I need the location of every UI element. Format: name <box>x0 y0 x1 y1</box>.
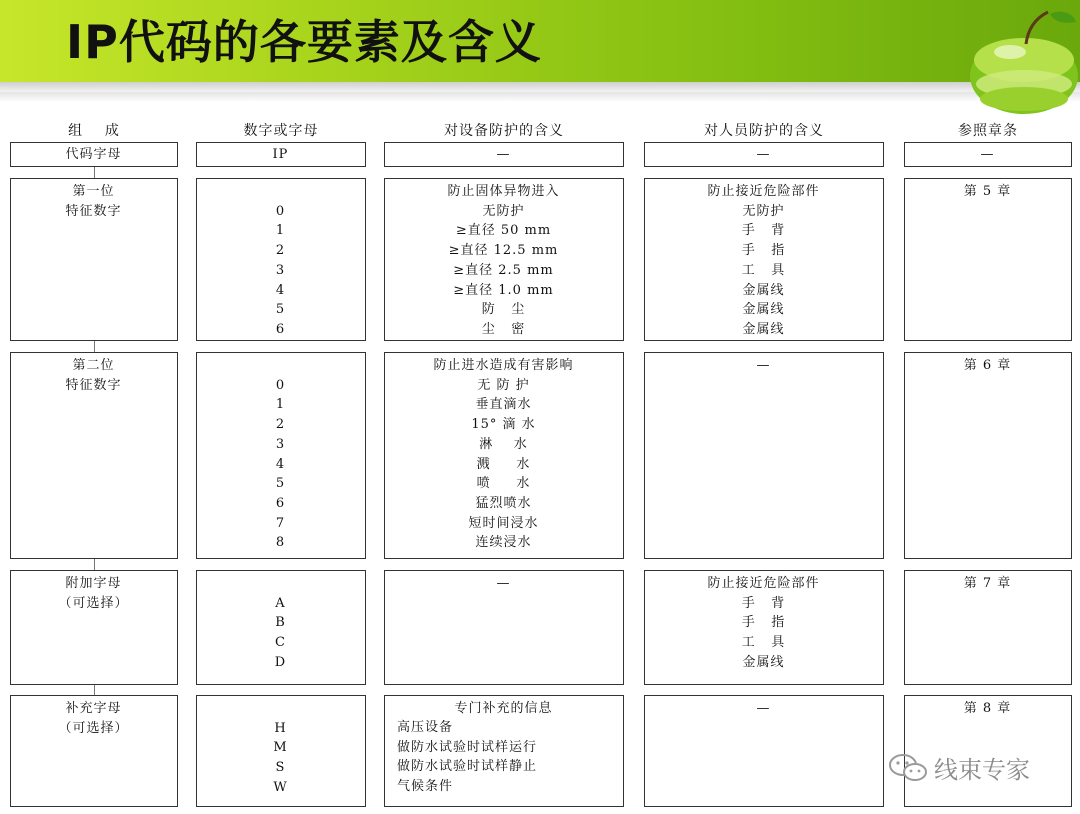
additional-letter-reference: 第 7 章 <box>963 576 1012 591</box>
code-row-personnel-cell <box>644 142 884 167</box>
supplementary-letter-personnel-cell <box>644 695 884 807</box>
additional-letter-component-cell <box>10 570 178 685</box>
connector-line <box>94 166 95 178</box>
second-digit-personnel-cell <box>644 352 884 559</box>
supplementary-letter-reference: 第 8 章 <box>963 701 1012 716</box>
supplementary-letter-values: H M S W <box>273 720 288 795</box>
code-row-equipment: — <box>496 147 511 162</box>
first-digit-equipment: 防止固体异物进入 无防护 ≥直径 50 mm ≥直径 12.5 mm ≥直径 2.5 mm ≥直径 1.0 mm 防 尘 尘 密 <box>447 184 560 337</box>
green-apple-icon <box>962 4 1080 116</box>
second-digit-values-cell <box>196 352 366 559</box>
additional-letter-component: 附加字母 （可选择） <box>58 576 129 611</box>
code-row-personnel: — <box>756 147 771 162</box>
header-personnel: 对人员防护的含义 <box>704 123 824 139</box>
second-digit-values: 0 1 2 3 4 5 6 7 8 <box>275 377 286 551</box>
second-digit-component: 第二位 特征数字 <box>65 358 122 393</box>
second-digit-component-cell <box>10 352 178 559</box>
code-row-digit-cell <box>196 142 366 167</box>
watermark <box>888 750 1030 785</box>
additional-letter-personnel-cell <box>644 570 884 685</box>
additional-letter-values-cell <box>196 570 366 685</box>
first-digit-component-cell <box>10 178 178 341</box>
first-digit-personnel: 防止接近危险部件 无防护 手 背 手 指 工 具 金属线 金属线 金属线 <box>707 184 820 337</box>
code-row-digit: IP <box>272 147 289 162</box>
first-digit-values-cell <box>196 178 366 341</box>
supplementary-letter-component: 补充字母 （可选择） <box>58 701 129 736</box>
first-digit-reference: 第 5 章 <box>963 184 1012 199</box>
code-row-component-cell <box>10 142 178 167</box>
second-digit-reference: 第 6 章 <box>963 358 1012 373</box>
banner-divider <box>0 82 1080 92</box>
watermark-text: 线束专家 <box>934 756 1030 784</box>
supplementary-letter-personnel: — <box>756 701 771 716</box>
first-digit-component: 第一位 特征数字 <box>65 184 122 219</box>
code-row-component: 代码字母 <box>65 147 122 162</box>
slide-title: IP代码的各要素及含义 <box>66 15 542 69</box>
additional-letter-values: A B C D <box>274 595 287 670</box>
supplementary-letter-equipment: 高压设备 做防水试验时试样运行 做防水试验时试样静止 气候条件 <box>397 720 538 795</box>
second-digit-equipment: 防止进水造成有害影响 无 防 护 垂直滴水 15° 滴 水 淋 水 溅 水 喷 水 猛烈喷水 短时间浸水 连续浸水 <box>433 358 574 551</box>
header-component: 组 成 <box>68 123 120 139</box>
first-digit-equipment-cell <box>384 178 624 341</box>
header-reference: 参照章条 <box>958 123 1018 139</box>
supplementary-letter-values-cell <box>196 695 366 807</box>
wechat-icon <box>888 753 928 783</box>
second-digit-equipment-cell <box>384 352 624 559</box>
connector-line <box>94 558 95 570</box>
code-row-equipment-cell <box>384 142 624 167</box>
additional-letter-equipment-cell <box>384 570 624 685</box>
code-row-reference: — <box>980 147 995 162</box>
second-digit-personnel: — <box>756 358 771 373</box>
supplementary-letter-equipment-title: 专门补充的信息 <box>454 701 553 716</box>
supplementary-letter-component-cell <box>10 695 178 807</box>
additional-letter-personnel: 防止接近危险部件 手 背 手 指 工 具 金属线 <box>707 576 820 670</box>
code-row-reference-cell <box>904 142 1072 167</box>
additional-letter-equipment: — <box>496 576 511 591</box>
header-equipment: 对设备防护的含义 <box>444 123 564 139</box>
connector-line <box>94 340 95 352</box>
header-digit: 数字或字母 <box>243 123 319 139</box>
first-digit-values: 0 1 2 3 4 5 6 <box>275 203 286 337</box>
additional-letter-reference-cell <box>904 570 1072 685</box>
banner-shadow <box>0 92 1080 102</box>
first-digit-reference-cell <box>904 178 1072 341</box>
second-digit-reference-cell <box>904 352 1072 559</box>
supplementary-letter-equipment-cell <box>384 695 624 807</box>
first-digit-personnel-cell <box>644 178 884 341</box>
